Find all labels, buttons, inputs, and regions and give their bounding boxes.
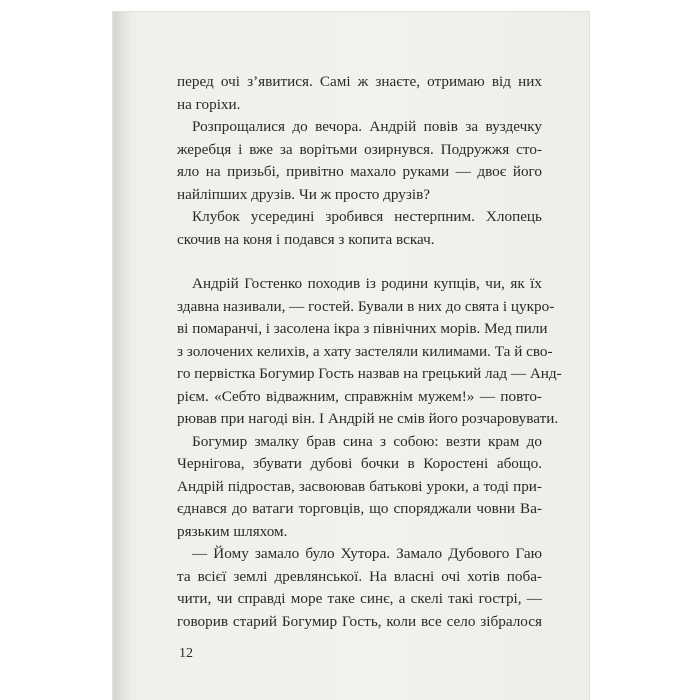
text-line: єднався до ватаги торговців, що споряджали човни Ва- — [177, 500, 542, 517]
text-line: го первістка Богумир Гость назвав на грецький лад — Анд- — [177, 365, 562, 382]
body-text — [177, 71, 562, 633]
text-line: рював при нагоді він. І Андрій не смів його розчаровувати. — [177, 410, 559, 427]
text-line: яло на призьбі, привітно махало руками — двоє його — [177, 163, 542, 180]
text-line: Андрій підростав, засвоював батькові уроки, а тоді при- — [177, 477, 542, 495]
text-line: перед очі з’явитися. Самі ж знаєте, отримаю від них — [177, 73, 542, 90]
text-line: та всієї землі древлянської. На власні очі хотів поба- — [177, 567, 542, 585]
text-line: рязьким шляхом. — [177, 522, 288, 540]
text-line: рієм. «Себто відважним, справжнім мужем!» — повто- — [177, 387, 542, 405]
text-line: ві помаранчі, і засолена ікра з північних морів. Мед пили — [177, 320, 548, 337]
book-page — [113, 12, 589, 700]
text-line: чити, чи справді море таке синє, а скелі такі гострі, — — [177, 590, 542, 607]
text-line: Клубок усередині зробився нестерпним. Хлопець — [192, 208, 542, 225]
text-line: Богумир змалку брав сина з собою: везти крам до — [192, 432, 542, 450]
text-line: з золочених келихів, а хату застеляли килимами. Та й сво- — [177, 342, 553, 360]
text-line: Чернігова, збувати дубові бочки в Коростені абощо. — [177, 455, 542, 472]
text-line: Андрій Гостенко походив із родини купців, чи, як їх — [192, 275, 542, 292]
text-line: говорив старий Богумир Гость, коли все село зібралося — [177, 612, 542, 630]
text-line: скочив на коня і подався з копита вскач. — [177, 230, 435, 248]
text-line: Розпрощалися до вечора. Андрій повів за вуздечку — [192, 118, 542, 135]
page-number: 12 — [179, 646, 193, 661]
text-line: — Йому замало було Хутора. Замало Дубового Гаю — [192, 545, 542, 562]
section-break — [177, 251, 542, 273]
text-line: найліпших друзів. Чи ж просто друзів? — [177, 185, 431, 203]
spine-shadow — [113, 12, 131, 700]
text-line: здавна називали, — гостей. Бували в них до свята і цукро- — [177, 297, 555, 315]
text-line: на горіхи. — [177, 95, 241, 113]
text-line: жеребця і вже за ворітьми озирнувся. Подружжя сто- — [177, 140, 542, 158]
